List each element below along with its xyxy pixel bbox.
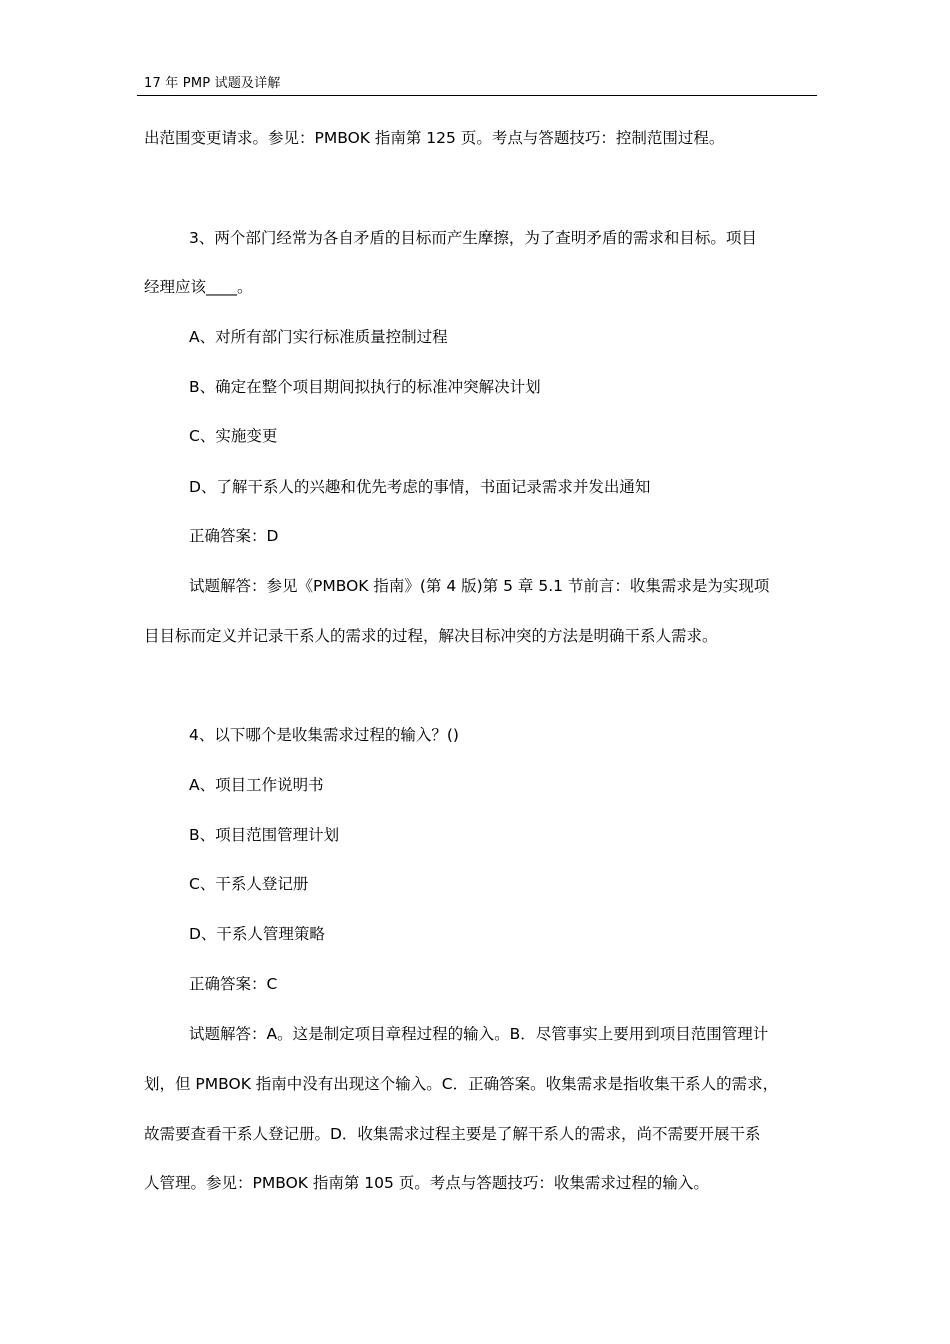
question-3-option-d: D、了解干系人的兴趣和优先考虑的事情，书面记录需求并发出通知 bbox=[189, 478, 651, 496]
question-4-explanation-cont: 故需要查看干系人登记册。D．收集需求过程主要是了解干系人的需求，尚不需要开展干系 bbox=[144, 1125, 761, 1143]
question-3-option-c: C、实施变更 bbox=[189, 427, 278, 445]
text-line: 出范围变更请求。参见：PMBOK 指南第 125 页。考点与答题技巧：控制范围过程。 bbox=[144, 129, 725, 147]
question-4-stem: 4、以下哪个是收集需求过程的输入？() bbox=[189, 726, 459, 744]
question-4-option-b: B、项目范围管理计划 bbox=[189, 826, 340, 844]
header-divider bbox=[137, 95, 817, 96]
question-4-answer: 正确答案：C bbox=[189, 975, 278, 993]
question-3-option-b: B、确定在整个项目期间拟执行的标准冲突解决计划 bbox=[189, 378, 541, 396]
question-4-explanation: 试题解答：A。这是制定项目章程过程的输入。B．尽管事实上要用到项目范围管理计 bbox=[189, 1025, 769, 1043]
question-3-answer: 正确答案：D bbox=[189, 527, 279, 545]
question-3-explanation: 试题解答：参见《PMBOK 指南》(第 4 版)第 5 章 5.1 节前言：收集需求是为实现项 bbox=[189, 577, 770, 595]
question-3-explanation-cont: 目目标而定义并记录干系人的需求的过程，解决目标冲突的方法是明确干系人需求。 bbox=[144, 627, 718, 645]
page-header-title: 17 年 PMP 试题及详解 bbox=[144, 76, 281, 91]
question-4-option-d: D、干系人管理策略 bbox=[189, 925, 325, 943]
question-3-stem: 3、两个部门经常为各自矛盾的目标而产生摩擦，为了查明矛盾的需求和目标。项目 bbox=[189, 229, 757, 247]
question-3-option-a: A、对所有部门实行标准质量控制过程 bbox=[189, 328, 448, 346]
question-4-explanation-cont: 划，但 PMBOK 指南中没有出现这个输入。C．正确答案。收集需求是指收集干系人的需求， bbox=[144, 1075, 779, 1093]
question-4-explanation-cont: 人管理。参见：PMBOK 指南第 105 页。考点与答题技巧：收集需求过程的输入。 bbox=[144, 1174, 709, 1192]
question-4-option-c: C、干系人登记册 bbox=[189, 875, 309, 893]
question-4-option-a: A、项目工作说明书 bbox=[189, 776, 324, 794]
question-3-stem-cont: 经理应该____。 bbox=[144, 278, 253, 296]
